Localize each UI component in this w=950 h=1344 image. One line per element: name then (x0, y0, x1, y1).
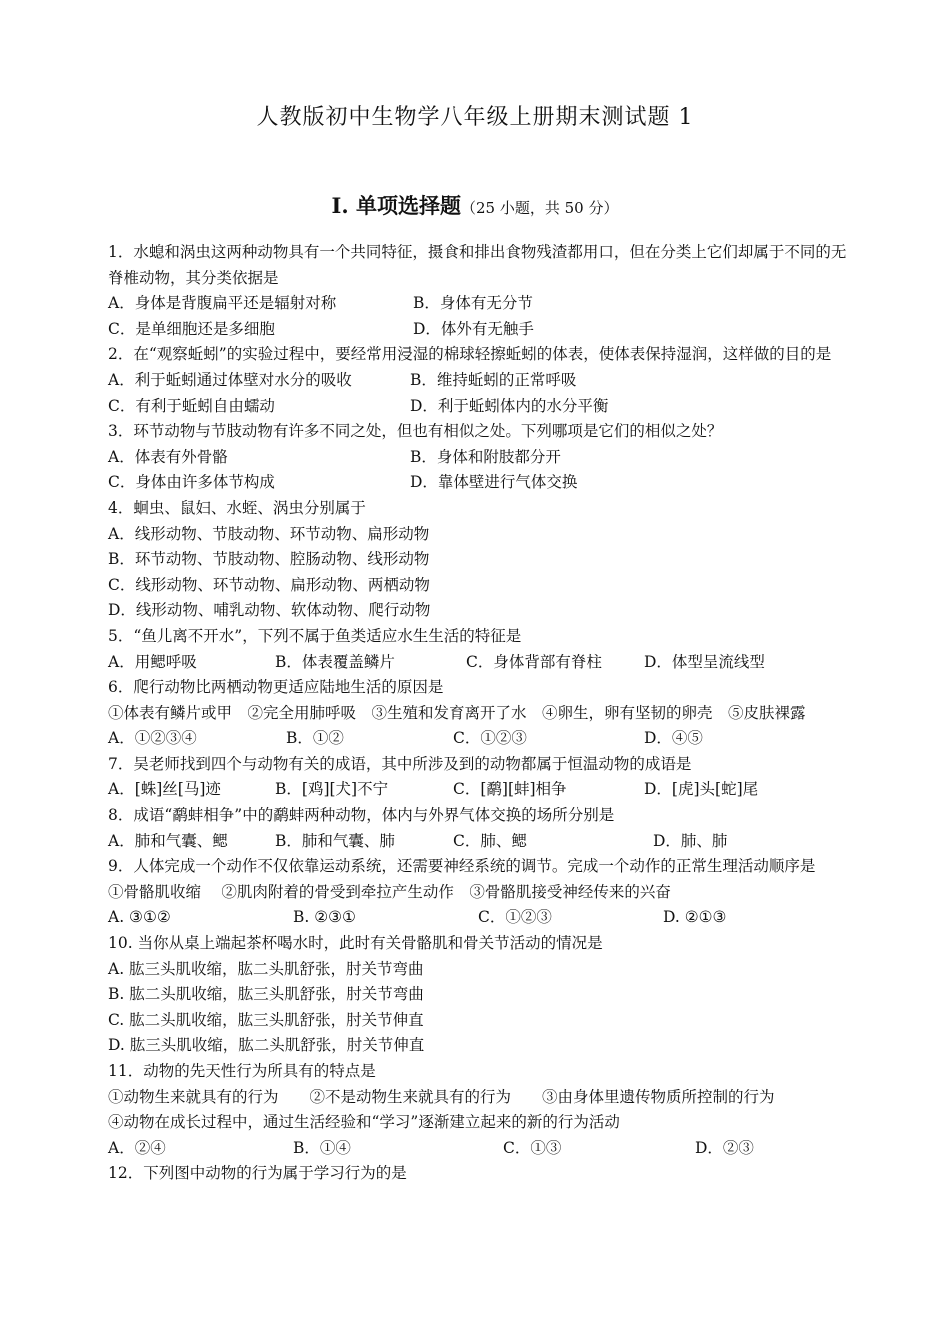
question-5-options-row (108, 650, 848, 676)
question-1-options-row-1 (108, 291, 848, 317)
question-12-stem: 12．下列图中动物的行为属于学习行为的是 (108, 1164, 407, 1183)
question-8-option-d: D．肺、肺 (653, 831, 728, 850)
question-2-options-row-2 (108, 394, 848, 420)
question-6-option-c: C．①②③ (453, 729, 527, 748)
question-8-option-a: A．肺和气囊、鳃 (108, 831, 228, 850)
question-9-stem: 9．人体完成一个动作不仅依靠运动系统，还需要神经系统的调节。完成一个动作的正常生理活动顺序是 (108, 857, 816, 876)
question-7-option-d: D．[虎]头[蛇]尾 (644, 780, 759, 799)
question-8-option-b: B．肺和气囊、肺 (275, 831, 395, 850)
question-6-options-row (108, 726, 848, 752)
question-2-options-row-1 (108, 368, 848, 394)
question-11-items-1: ①动物生来就具有的行为 ②不是动物生来就具有的行为 ③由身体里遗传物质所控制的行为 (108, 1087, 775, 1106)
question-6-option-a: A．①②③④ (108, 729, 197, 748)
question-11-stem: 11．动物的先天性行为所具有的特点是 (108, 1062, 376, 1080)
question-10-option-a: A. 肱三头肌收缩，肱二头肌舒张，肘关节弯曲 (108, 959, 424, 978)
question-9-option-c: C．①②③ (478, 908, 552, 927)
question-1-option-b: B．身体有无分节 (413, 294, 533, 313)
section-note: （25 小题，共 50 分） (460, 199, 619, 217)
question-9-items: ①骨骼肌收缩 ②肌肉附着的骨受到牵拉产生动作 ③骨骼肌接受神经传来的兴奋 (108, 882, 671, 901)
question-4-option-d: D．线形动物、哺乳动物、软体动物、爬行动物 (108, 601, 431, 620)
question-2-option-a: A．利于蚯蚓通过体壁对水分的吸收 (108, 370, 352, 389)
question-7-options-row (108, 777, 848, 803)
question-7-option-c: C．[鹬][蚌]相争 (453, 780, 567, 799)
question-2-option-b: B．维持蚯蚓的正常呼吸 (410, 370, 577, 389)
question-7-stem: 7．吴老师找到四个与动物有关的成语，其中所涉及到的动物都属于恒温动物的成语是 (108, 754, 692, 773)
question-7-option-a: A．[蛛]丝[马]迹 (108, 780, 221, 799)
question-9-option-a: A. ③①② (108, 908, 171, 927)
section-heading (0, 190, 950, 220)
question-2-option-d: D．利于蚯蚓体内的水分平衡 (410, 396, 609, 415)
question-1-stem: 1．水螅和涡虫这两种动物具有一个共同特征，摄食和排出食物残渣都用口，但在分类上它们却属于不同的无脊椎动物，其分类依据是 (108, 243, 847, 287)
question-2-option-c: C．有利于蚯蚓自由蠕动 (108, 396, 275, 415)
question-8-stem: 8．成语“鹬蚌相争”中的鹬蚌两种动物，体内与外界气体交换的场所分别是 (108, 806, 615, 825)
question-5-option-a: A．用鳃呼吸 (108, 652, 197, 671)
document-title: 人教版初中生物学八年级上册期末测试题 1 (256, 105, 694, 130)
question-3-option-d: D．靠体壁进行气体交换 (410, 473, 578, 492)
question-1-option-a: A．身体是背腹扁平还是辐射对称 (108, 294, 337, 313)
question-3-option-b: B．身体和附肢都分开 (410, 447, 561, 466)
question-2-stem: 2．在“观察蚯蚓”的实验过程中，要经常用浸湿的棉球轻擦蚯蚓的体表，使体表保持湿润，这样做的目的是 (108, 345, 832, 364)
question-6-items: ①体表有鳞片或甲 ②完全用肺呼吸 ③生殖和发育离开了水 ④卵生，卵有坚韧的卵壳 ⑤皮肤裸露 (108, 703, 806, 722)
question-3-options-row-1 (108, 445, 848, 471)
question-10-stem: 10. 当你从桌上端起茶杯喝水时，此时有关骨骼肌和骨关节活动的情况是 (108, 934, 603, 953)
question-11-option-b: B．①④ (293, 1138, 351, 1157)
question-8-options-row (108, 829, 848, 855)
question-1-option-d: D．体外有无触手 (413, 319, 534, 338)
question-10-option-c: C. 肱二头肌收缩，肱三头肌舒张，肘关节伸直 (108, 1010, 424, 1029)
question-5-option-d: D．体型呈流线型 (644, 652, 765, 671)
question-8-option-c: C．肺、鳃 (453, 831, 527, 850)
question-7-option-b: B．[鸡][犬]不宁 (275, 780, 389, 799)
question-1-options-row-2 (108, 317, 848, 343)
question-3-stem: 3．环节动物与节肢动物有许多不同之处，但也有相似之处。下列哪项是它们的相似之处？ (108, 422, 723, 441)
question-6-option-d: D．④⑤ (644, 729, 703, 748)
question-11-option-d: D．②③ (695, 1138, 754, 1157)
question-10-option-b: B. 肱二头肌收缩，肱三头肌舒张，肘关节弯曲 (108, 985, 424, 1004)
question-4-option-c: C．线形动物、环节动物、扁形动物、两栖动物 (108, 575, 430, 594)
question-3-option-a: A．体表有外骨骼 (108, 447, 228, 466)
question-3-option-c: C．身体由许多体节构成 (108, 473, 275, 492)
question-9-option-d: D. ②①③ (663, 908, 727, 927)
question-10-option-d: D. 肱三头肌收缩，肱二头肌舒张，肘关节伸直 (108, 1036, 425, 1055)
question-4-stem: 4．蛔虫、鼠妇、水蛭、涡虫分别属于 (108, 498, 366, 517)
question-11-items-2: ④动物在成长过程中，通过生活经验和“学习”逐渐建立起来的新的行为活动 (108, 1113, 620, 1132)
question-5-stem: 5．“鱼儿离不开水”，下列不属于鱼类适应水生生活的特征是 (108, 626, 522, 645)
question-3-options-row-2 (108, 470, 848, 496)
question-6-option-b: B．①② (286, 729, 344, 748)
question-11-options-row (108, 1136, 848, 1162)
question-5-option-c: C．身体背部有脊柱 (466, 652, 602, 671)
question-4-option-a: A．线形动物、节肢动物、环节动物、扁形动物 (108, 524, 430, 543)
question-6-stem: 6．爬行动物比两栖动物更适应陆地生活的原因是 (108, 678, 444, 697)
question-9-option-b: B. ②③① (293, 908, 356, 927)
question-list (108, 240, 848, 1187)
question-9-options-row (108, 905, 848, 931)
question-4-option-b: B．环节动物、节肢动物、腔肠动物、线形动物 (108, 550, 430, 569)
question-11-option-a: A．②④ (108, 1138, 166, 1157)
question-5-option-b: B．体表覆盖鳞片 (275, 652, 395, 671)
question-1-option-c: C．是单细胞还是多细胞 (108, 319, 275, 338)
question-11-option-c: C．①③ (503, 1138, 562, 1157)
section-title: Ⅰ. 单项选择题 (331, 193, 461, 218)
